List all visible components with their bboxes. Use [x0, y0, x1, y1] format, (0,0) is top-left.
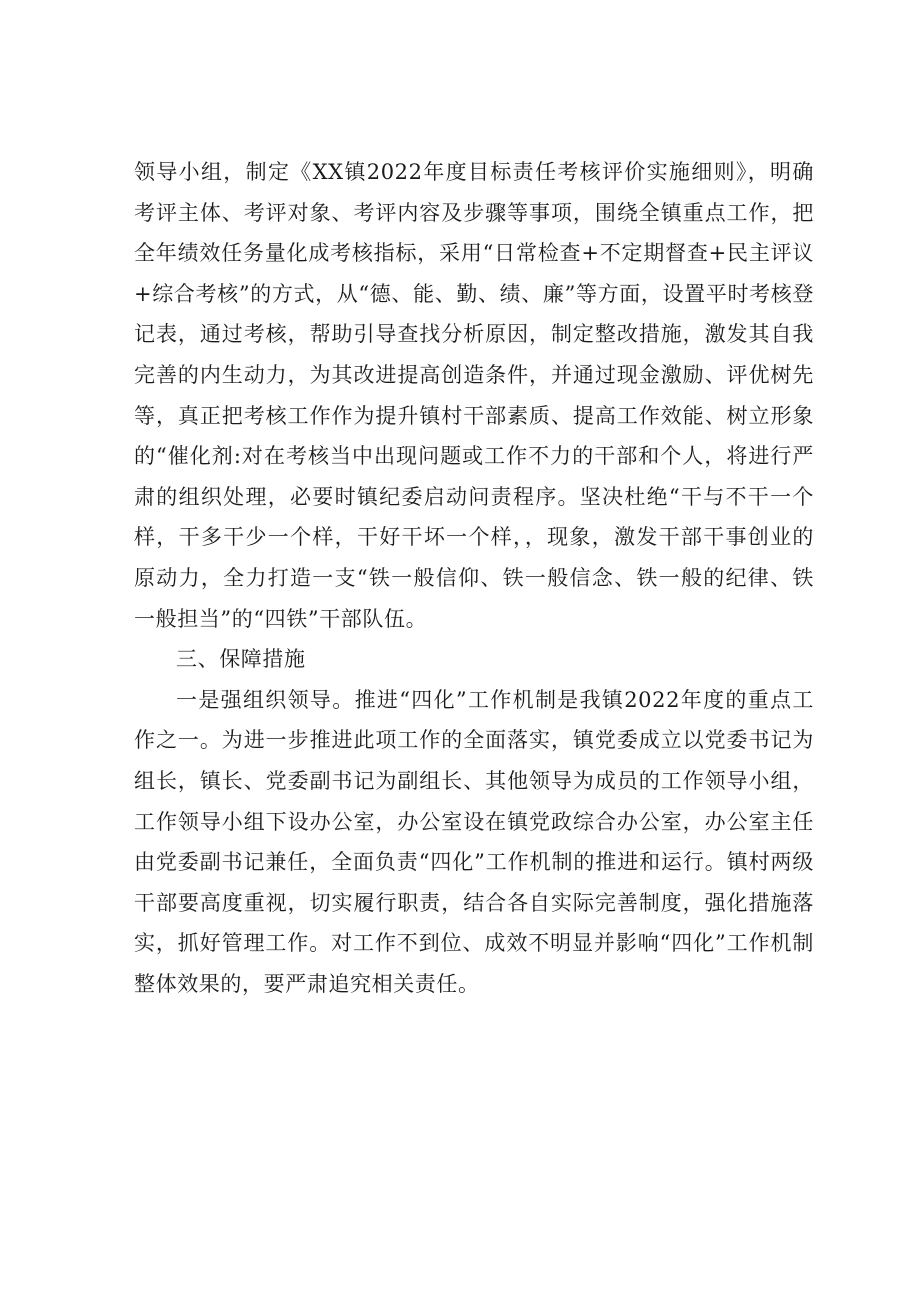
document-body: [134, 152, 814, 1004]
section-heading: 三、保障措施: [176, 647, 306, 672]
body-paragraph-continuation: 领导小组，制定《XX镇2022年度目标责任考核评价实施细则》，明确考评主体、考评对象、考评内容及步骤等事项，围绕全镇重点工作，把全年绩效任务量化成考核指标，采用“日常检查+不定期督查+民主评议+综合考核”的方式，从“德、能、勤、绩、廉”等方面，设置平时考核登记表，通过考核，帮助引导查找分析原因，制定整改措施，激发其自我完善的内生动力，为其改进提高创造条件，并通过现金激励、评优树先等，真正把考核工作作为提升镇村干部素质、提高工作效能、树立形象的“催化剂:对在考核当中出现问题或工作不力的干部和个人，将进行严肃的组织处理，必要时镇纪委启动问责程序。坚决杜绝“干与不干一个样，干多干少一个样，干好干坏一个样，，现象，激发干部干事创业的原动力，全力打造一支“铁一般信仰、铁一般信念、铁一般的纪律、铁一般担当”的“四铁”干部队伍。: [134, 160, 814, 631]
body-paragraph-organization: 一是强组织领导。推进“四化”工作机制是我镇2022年度的重点工作之一。为进一步推进此项工作的全面落实，镇党委成立以党委书记为组长，镇长、党委副书记为副组长、其他领导为成员的工作领导小组，工作领导小组下设办公室，办公室设在镇党政综合办公室，办公室主任由党委副书记兼任，全面负责“四化”工作机制的推进和运行。镇村两级干部要高度重视，切实履行职责，结合各自实际完善制度，强化措施落实，抓好管理工作。对工作不到位、成效不明显并影响“四化”工作机制整体效果的，要严肃追究相关责任。: [134, 687, 814, 996]
